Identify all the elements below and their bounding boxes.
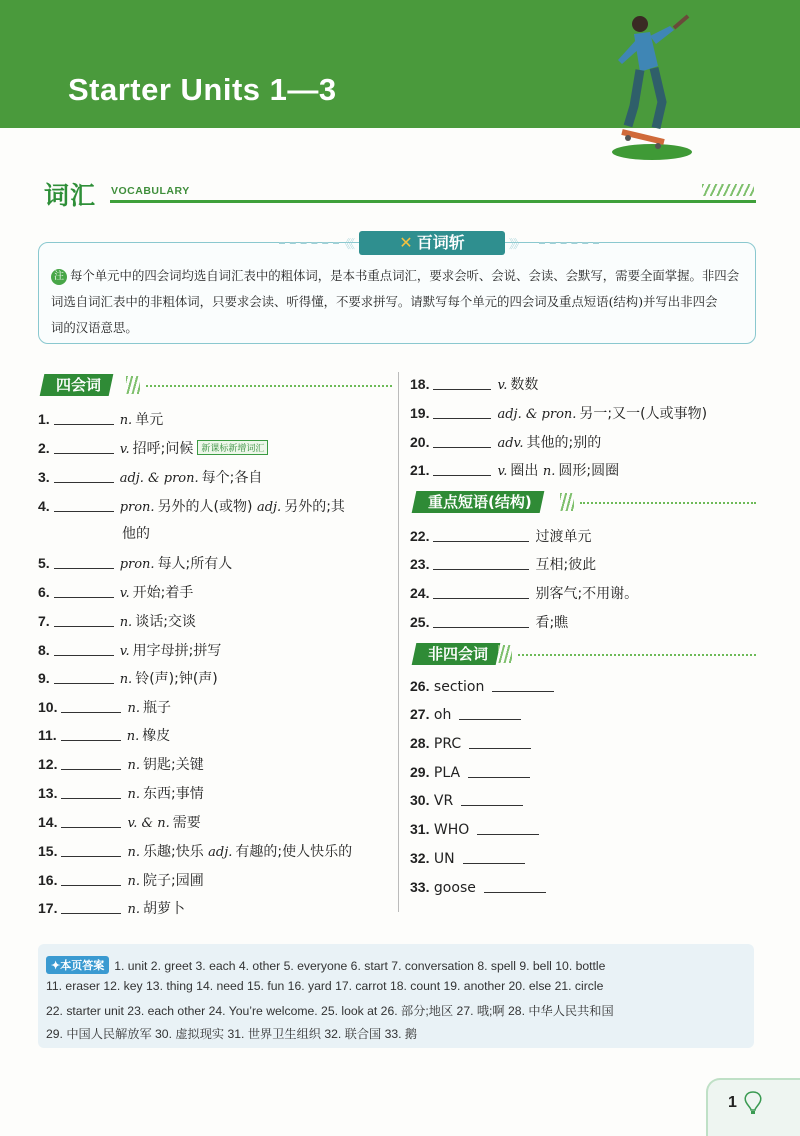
vocab-item-16: 16. n. 院子;园圃 — [38, 872, 204, 889]
answer-blank[interactable] — [54, 412, 114, 425]
answer-blank[interactable] — [54, 585, 114, 598]
answer-blank[interactable] — [54, 614, 114, 627]
vocab-item-13: 13. n. 东西;事情 — [38, 785, 204, 802]
vocab-item-7: 7. n. 谈话;交谈 — [38, 613, 196, 630]
answer-blank[interactable] — [468, 765, 530, 778]
answer-blank[interactable] — [54, 499, 114, 512]
vocab-item-4-continued: 他的 — [122, 526, 150, 542]
vocab-item-15: 15. n. 乐趣;快乐 adj. 有趣的;使人快乐的 — [38, 843, 353, 860]
answer-blank[interactable] — [61, 873, 121, 886]
answer-blank[interactable] — [459, 707, 521, 720]
answer-line-2: 11. eraser 12. key 13. thing 14. need 15. fun 16. yard 17. carrot 18. count 19. another 20. else 21. circle — [46, 979, 604, 993]
answer-blank[interactable] — [54, 556, 114, 569]
non-four-item-28: 28. PRC — [410, 735, 537, 752]
section-tag: 非四会词 — [412, 643, 501, 665]
answer-blank[interactable] — [54, 441, 114, 454]
non-four-item-29: 29. PLA — [410, 764, 536, 781]
vocab-item-19: 19. adj. & pron. 另一;又一(人或事物) — [410, 405, 708, 422]
vocabulary-heading — [38, 172, 756, 216]
answer-blank[interactable] — [433, 463, 491, 476]
vocab-item-11: 11. n. 橡皮 — [38, 727, 171, 744]
answer-blank[interactable] — [433, 615, 529, 628]
dotted-rule — [146, 385, 392, 387]
non-four-item-27: 27. oh — [410, 706, 527, 723]
instruction-text: 注 每个单元中的四会词均选自词汇表中的粗体词，是本书重点词汇，要求会听、会说、会读、会默写，需要全面掌握。非四会 词选自词汇表中的非粗体词，只要求会读、听得懂，不要求拼写。请默写每个单元的四会词及重点短语(结构)并写出非四会 词的汉语意思。 — [51, 268, 740, 335]
non-four-item-26: 26. section — [410, 678, 560, 695]
decorative-stripes — [498, 645, 512, 663]
answer-blank[interactable] — [463, 851, 525, 864]
dotted-rule — [580, 502, 756, 504]
vocabulary-title-en: VOCABULARY — [111, 185, 190, 197]
answer-blank[interactable] — [61, 815, 121, 828]
vocab-item-8: 8. v. 用字母拼;拼写 — [38, 642, 222, 659]
vocab-item-12: 12. n. 钥匙;关键 — [38, 756, 204, 773]
answer-blank[interactable] — [433, 586, 529, 599]
phrase-item-25: 25. 看;瞧 — [410, 614, 569, 631]
vocab-item-9: 9. n. 铃(声);钟(声) — [38, 670, 218, 687]
dotted-rule — [518, 654, 756, 656]
phrase-item-22: 22. 过渡单元 — [410, 528, 592, 545]
section-header-four-skill-words — [42, 374, 392, 398]
answer-key-label: ✦本页答案 — [46, 956, 109, 974]
vocab-item-17: 17. n. 胡萝卜 — [38, 900, 185, 917]
column-divider — [398, 372, 399, 912]
vocab-item-6: 6. v. 开始;着手 — [38, 584, 194, 601]
answer-blank[interactable] — [61, 844, 121, 857]
phrase-item-24: 24. 别客气;不用谢。 — [410, 585, 639, 602]
chevron-left-icon: 《《 — [339, 237, 354, 251]
answer-blank[interactable] — [477, 822, 539, 835]
vocab-item-5: 5. pron. 每人;所有人 — [38, 555, 233, 572]
answer-blank[interactable] — [61, 901, 121, 914]
non-four-item-31: 31. WHO — [410, 821, 545, 838]
decorative-dash — [279, 242, 339, 246]
non-four-item-30: 30. VR — [410, 792, 529, 809]
chevron-right-icon: 》》 — [509, 237, 524, 251]
answer-blank[interactable] — [433, 529, 529, 542]
decorative-stripes — [702, 184, 754, 196]
answer-blank[interactable] — [433, 406, 491, 419]
answer-blank[interactable] — [61, 786, 121, 799]
vocab-item-21: 21. v. 圈出 n. 圆形;圆圈 — [410, 462, 620, 479]
answer-line-4: 29. 中国人民解放军 30. 虚拟现实 31. 世界卫生组织 32. 联合国 33. 鹅 — [46, 1027, 418, 1041]
skateboarder-illustration — [600, 6, 710, 166]
decorative-stripes — [560, 493, 574, 511]
vocabulary-title-cn: 词汇 — [44, 181, 97, 210]
answer-blank[interactable] — [469, 736, 531, 749]
instruction-box — [38, 233, 756, 344]
vocabulary-underline — [110, 200, 756, 203]
vocab-item-20: 20. adv. 其他的;别的 — [410, 434, 602, 451]
vocab-item-2: 2. v. 招呼;问候 新课标新增词汇 — [38, 438, 268, 458]
crossed-swords-icon: ✕ — [399, 233, 413, 252]
vocab-item-3: 3. adj. & pron. 每个;各自 — [38, 469, 263, 486]
non-four-item-32: 32. UN — [410, 850, 531, 867]
answer-line-3: 22. starter unit 23. each other 24. You’re welcome. 25. look at 26. 部分;地区 27. 哦;啊 28. 中华人民共和国 — [46, 1004, 614, 1018]
vocab-item-18: 18. v. 数数 — [410, 376, 539, 393]
page-title: Starter Units 1—3 — [68, 72, 337, 107]
vocab-item-10: 10. n. 瓶子 — [38, 699, 171, 716]
decorative-dash — [539, 242, 599, 246]
answer-blank[interactable] — [433, 377, 491, 390]
answer-blank[interactable] — [433, 557, 529, 570]
hot-air-balloon-icon — [742, 1090, 764, 1116]
phrase-item-23: 23. 互相;彼此 — [410, 556, 597, 573]
answer-blank[interactable] — [54, 671, 114, 684]
vocab-item-1: 1. n. 单元 — [38, 411, 164, 428]
note-badge: 注 — [51, 269, 67, 285]
section-tag: 重点短语(结构) — [412, 491, 544, 513]
vocab-item-4: 4. pron. 另外的人(或物) adj. 另外的;其 — [38, 498, 345, 515]
vocab-item-14: 14. v. & n. 需要 — [38, 814, 201, 831]
decorative-stripes — [126, 376, 140, 394]
non-four-item-33: 33. goose — [410, 879, 552, 896]
answer-blank[interactable] — [61, 700, 121, 713]
answer-blank[interactable] — [54, 470, 114, 483]
section-header-non-four-skill-words — [414, 643, 756, 667]
answer-line-1: ✦本页答案 1. unit 2. greet 3. each 4. other 5. everyone 6. start 7. conversation 8. spell 9. bell 10. bottle — [46, 956, 605, 974]
instruction-box-title: ✕ 百词斩 — [359, 231, 505, 255]
answer-key-box — [38, 944, 754, 1048]
answer-blank[interactable] — [461, 793, 523, 806]
page-number: 1 — [728, 1094, 737, 1111]
answer-blank[interactable] — [484, 880, 546, 893]
section-header-key-phrases — [414, 491, 756, 515]
section-tag: 四会词 — [40, 374, 114, 396]
lightbulb-icon: ✦ — [51, 960, 61, 972]
new-word-tag: 新课标新增词汇 — [197, 440, 268, 455]
answer-blank[interactable] — [433, 435, 491, 448]
answer-blank[interactable] — [54, 643, 114, 656]
answer-blank[interactable] — [61, 728, 121, 741]
answer-blank[interactable] — [492, 679, 554, 692]
answer-blank[interactable] — [61, 757, 121, 770]
